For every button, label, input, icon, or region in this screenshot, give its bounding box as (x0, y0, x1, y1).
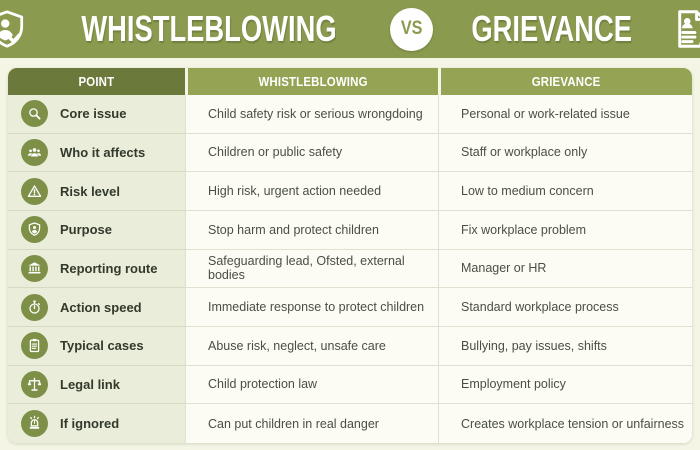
table-row-point-cell (8, 134, 185, 173)
table-row-point-cell (8, 250, 185, 289)
siren-icon (21, 410, 48, 437)
scales-icon (21, 371, 48, 398)
grievance-cell: Manager or HR (438, 250, 692, 289)
header-banner (0, 0, 700, 58)
point-label: Typical cases (60, 338, 144, 354)
table-row-point-cell (8, 95, 185, 134)
whistleblowing-cell: Stop harm and protect children (185, 211, 438, 250)
clipboard-icon (21, 332, 48, 359)
column-header-point (8, 68, 185, 95)
column-header-grievance-label: GRIEVANCE (532, 74, 601, 89)
stopwatch-icon (21, 294, 48, 321)
table-row-point-cell (8, 211, 185, 250)
table-row-point-cell (8, 366, 185, 405)
comparison-table (8, 68, 692, 443)
column-header-point-label: POINT (78, 74, 115, 89)
shield-user-badge-icon (0, 8, 28, 50)
whistleblowing-cell: Child safety risk or serious wrongdoing (185, 95, 438, 134)
whistleblowing-cell: Abuse risk, neglect, unsafe care (185, 327, 438, 366)
table-row-point-cell (8, 172, 185, 211)
vs-badge-label: VS (400, 18, 423, 39)
column-header-grievance (438, 68, 692, 95)
grievance-cell: Staff or workplace only (438, 134, 692, 173)
whistleblowing-cell: Child protection law (185, 366, 438, 405)
grievance-cell: Creates workplace tension or unfairness (438, 404, 692, 443)
grievance-cell: Employment policy (438, 366, 692, 405)
header-title-whistleblowing: WHISTLEBLOWING (81, 8, 337, 49)
column-header-whistleblowing (185, 68, 438, 95)
table-row-point-cell (8, 327, 185, 366)
warning-icon (21, 178, 48, 205)
table-row-point-cell (8, 288, 185, 327)
document-person-icon (670, 6, 700, 52)
users-icon (21, 139, 48, 166)
column-header-whistleblowing-label: WHISTLEBLOWING (258, 74, 368, 89)
whistleblowing-cell: Safeguarding lead, Ofsted, external bodies (185, 250, 438, 289)
whistleblowing-cell: High risk, urgent action needed (185, 172, 438, 211)
grievance-cell: Standard workplace process (438, 288, 692, 327)
point-label: Purpose (60, 222, 113, 238)
point-label: Legal link (60, 376, 120, 392)
point-label: If ignored (60, 416, 120, 432)
point-label: Reporting route (60, 260, 158, 276)
whistleblowing-cell: Immediate response to protect children (185, 288, 438, 327)
grievance-cell: Low to medium concern (438, 172, 692, 211)
grievance-cell: Bullying, pay issues, shifts (438, 327, 692, 366)
point-label: Core issue (60, 106, 127, 122)
header-title-grievance: GRIEVANCE (471, 8, 632, 49)
whistleblowing-cell: Can put children in real danger (185, 404, 438, 443)
point-label: Action speed (60, 299, 142, 315)
point-label: Risk level (60, 183, 120, 199)
shield-user-icon (21, 216, 48, 243)
search-icon (21, 100, 48, 127)
table-row-point-cell (8, 404, 185, 443)
point-label: Who it affects (60, 144, 146, 160)
whistleblowing-cell: Children or public safety (185, 134, 438, 173)
vs-badge (390, 8, 433, 51)
bank-icon (21, 255, 48, 282)
grievance-cell: Fix workplace problem (438, 211, 692, 250)
grievance-cell: Personal or work-related issue (438, 95, 692, 134)
